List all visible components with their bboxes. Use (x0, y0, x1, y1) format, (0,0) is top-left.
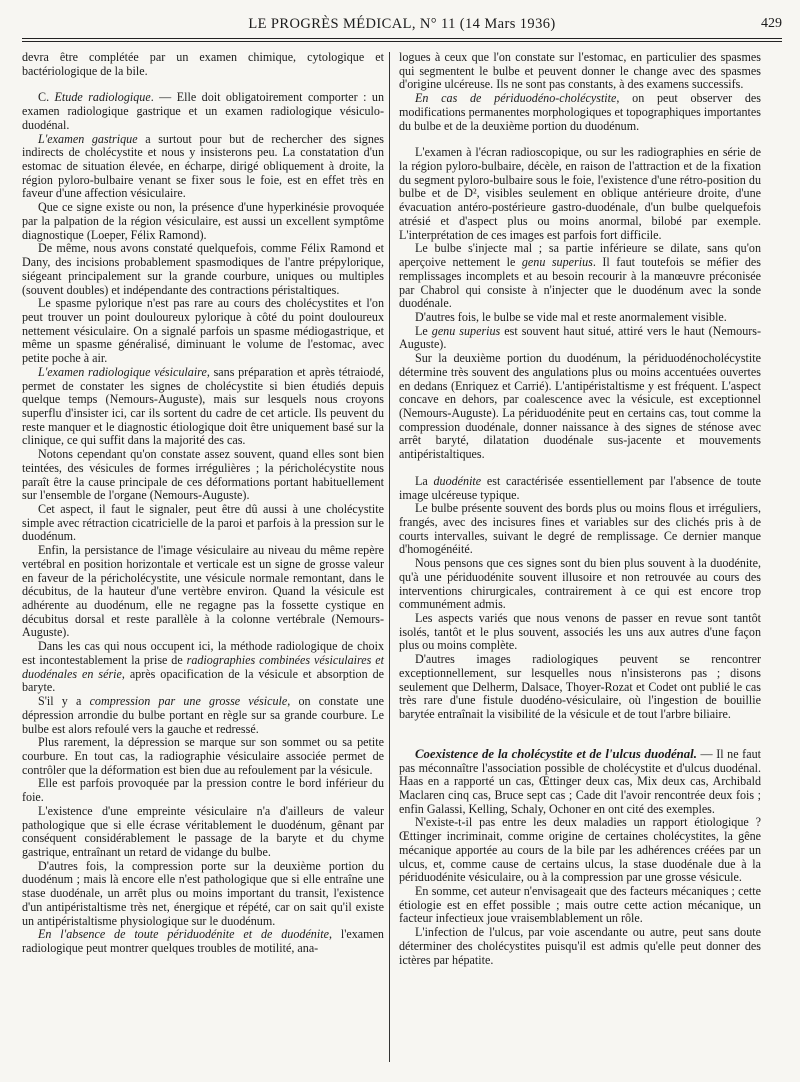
paragraph: L'infection de l'ulcus, par voie ascendante ou autre, peut sans doute déterminer des cholécystites puisqu'il est admis qu'elle peut donner des ictères par hépatite. (399, 925, 761, 967)
paragraph: C. Etude radiologique. — Elle doit obligatoirement comporter : un examen radiologique gastrique et un examen radiologique vésiculo-duodénal. (22, 90, 384, 132)
paragraph: Plus rarement, la dépression se marque sur son sommet ou sa petite courbure. En tout cas, la radiographie vésiculaire associée permet de contrôler que la déformation est bien due au refoulement par la vésicule. (22, 735, 384, 777)
header-rule-bottom (22, 41, 782, 42)
paragraph: En somme, cet auteur n'envisageait que des facteurs mécaniques ; cette étiologie est en effet possible ; mais outre cette action mécanique, un facteur infectieux joue vraisemblablement un rôle. (399, 883, 761, 926)
section-title: Coexistence de la cholécystite et de l'ulcus duodénal. (415, 746, 697, 761)
paragraph: En cas de périduodéno-cholécystite, on peut observer des modifications permanentes morphologiques et topographiques importantes du bulbe et de la deuxième portion du duodénum. (399, 91, 761, 133)
paragraph: L'examen à l'écran radioscopique, ou sur les radiographies en série de la région pyloro-bulbaire, décèle, en raison de l'attraction et de la fixation du segment pyloro-bulbaire sous le foie, l'existence d'une rétro-position du bulbe et de D², visibles seulement en oblique antérieure droite, d'une évacuation antéro-postérieure gastro-duodénale, d'un bulbe quelquefois atrésié et d'aspect plus ou moins anormal, bilobé par exemple. L'interprétation de ces images est parfois fort difficile. (399, 145, 761, 242)
paragraph: S'il y a compression par une grosse vésicule, on constate une dépression arrondie du bulbe portant en règle sur sa grande courbure. Le bulbe est alors refoulé vers la gauche et redressé. (22, 694, 384, 736)
paragraph: D'autres images radiologiques peuvent se rencontrer exceptionnellement, sur lesquelles nous n'insisterons pas ; disons seulement que Delherm, Dalsace, Thoyer-Rozat et Codet ont publié le cas très rare d'une fistule duodéno-vésiculaire, où l'ingestion de bouillie barytée entraînait la visibilité de la vésicule et de tout l'arbre biliaire. (399, 652, 761, 722)
paragraph: logues à ceux que l'on constate sur l'estomac, en particulier des spasmes qui segmentent le bulbe et peuvent donner le change avec des spasmes d'origine ulcéreuse. Ils ne sont pas constants, à des examens successifs. (399, 50, 761, 92)
paragraph: Les aspects variés que nous venons de passer en revue sont tantôt isolés, tantôt et le plus souvent, associés les uns aux autres d'une façon plus ou moins complète. (399, 611, 761, 653)
paragraph: Enfin, la persistance de l'image vésiculaire au niveau du même repère vertébral en position horizontale et verticale est un signe de grosse valeur en faveur de la péricholécystite, une vésicule normale remontant, dans le décubitus, de la hauteur d'une vertèbre environ. Quand la vésicule est adhérente au duodénum, elle ne regagne pas la fossette cystique en décubitus dorsal et reste parallèle à la colonne vertébrale (Nemours-Auguste). (22, 543, 384, 640)
paragraph: Dans les cas qui nous occupent ici, la méthode radiologique de choix est incontestablement la prise de radiographies combinées vésiculaires et duodénales en série, après opacification de la vésicule et absorption de baryte. (22, 639, 384, 695)
paragraph: Le bulbe présente souvent des bords plus ou moins flous et irréguliers, frangés, avec des incisures fines et variables sur des clichés pris à de courts intervalles, suivant le degré de remplissage. Ce dernier manque d'homogénéité. (399, 501, 761, 557)
paragraph: Nous pensons que ces signes sont du bien plus souvent à la duodénite, qu'à une périduodénite souvent illusoire et non retrouvée au cours des interventions chirurgicales, contrairement à ce qui est encore trop communément admis. (399, 556, 761, 612)
paragraph: Sur la deuxième portion du duodénum, la périduodénocholécystite détermine très souvent des angulations plus ou moins accentuées ouvertes en dedans (Enriquez et Carrié). L'antipéristaltisme y est fréquent. L'aspect concave en dehors, par coalescence avec la vésicule, est exceptionnel (Nemours-Auguste). La périduodénite peut en certains cas, tout comme la compression duodénale, donner naissance à des signes de sténose avec arrêt baryté, dilatation duodénale sus-jacente et mouvements antipéristaltiques. (399, 351, 761, 462)
paragraph: Le spasme pylorique n'est pas rare au cours des cholécystites et l'on peut trouver un point douloureux pylorique à côté du point douloureux nettement vésiculaire. On a signalé parfois un spasme médiogastrique, et même un spasme généralisé, diminuant le volume de l'estomac, avec petite poche à air. (22, 296, 384, 366)
paragraph: L'examen radiologique vésiculaire, sans préparation et après tétraiodé, permet de constater les signes de cholécystite si bien étudiés depuis quelque temps (Nemours-Auguste), mais sur lesquels nous croyons superflu d'insister ici, car ils sortent du cadre de cet article. Ils peuvent du reste manquer et le diagnostic étiologique doit être uniquement basé sur la clinique, ce qui suffit dans la majorité des cas. (22, 364, 384, 448)
paragraph: devra être complétée par un examen chimique, cytologique et bactériologique de la bile. (22, 50, 384, 78)
paragraph: Coexistence de la cholécystite et de l'ulcus duodénal. — Il ne faut pas méconnaître l'association possible de cholécystite et d'ulcus duodénal. Haas en a rapporté un cas, Œttinger deux cas, Mix deux cas, Archibald Maclaren cinq cas, Bruce sept cas ; Cade dit l'avoir rencontrée deux fois ; enfin Galassi, Kelling, Schaly, Ochoner en ont cité des exemples. (399, 746, 761, 816)
header-rule-top (22, 38, 782, 39)
column-divider (389, 52, 390, 1062)
paragraph: En l'absence de toute périduodénite et de duodénite, l'examen radiologique peut montrer quelques troubles de motilité, ana- (22, 927, 384, 955)
right-column (399, 51, 761, 967)
paragraph: La duodénite est caractérisée essentiellement par l'absence de toute image ulcéreuse typique. (399, 473, 761, 502)
paragraph: L'existence d'une empreinte vésiculaire n'a d'ailleurs de valeur pathologique que si elle écrase véritablement le duodénum, gênant par conséquent considérablement le passage de la baryte et du chyme gastrique, entraînant un retard de vidange du bulbe. (22, 803, 384, 859)
paragraph: Elle est parfois provoquée par la pression contre le bord inférieur du foie. (22, 776, 384, 805)
paragraph: D'autres fois, le bulbe se vide mal et reste anormalement visible. (415, 309, 727, 324)
page-number: 429 (761, 16, 782, 31)
page-header (22, 16, 782, 38)
paragraph: Cet aspect, il faut le signaler, peut être dû aussi à une cholécystite simple avec rétraction cicatricielle de la paroi et parfois à la pression sur le duodénum. (22, 502, 384, 544)
paragraph: De même, nous avons constaté quelquefois, comme Félix Ramond et Dany, des incisions probablement spasmodiques de l'antre prépylorique, siégeant principalement sur la grande courbure, uniques ou multiples (souvent doubles) et indépendante des contractions péristaltiques. (22, 241, 384, 297)
paragraph: Que ce signe existe ou non, la présence d'une hyperkinésie provoquée par la palpation de la région vésiculaire, est aussi un excellent symptôme diagnostique (Loeper, Félix Ramond). (22, 200, 384, 242)
paragraph: D'autres fois, la compression porte sur la deuxième portion du duodénum ; mais là encore elle n'est pathologique que si elle entraîne une stase duodénale, un arrêt plus ou moins important du transit, l'existence d'un antipéristaltisme très net, énergique et répété, car on sait qu'il existe un antipéristaltisme physiologique sur le duodénum. (22, 858, 384, 928)
paragraph: Notons cependant qu'on constate assez souvent, quand elles sont bien teintées, des vésicules de formes irrégulières ; la péricholécystite nous paraît être la cause principale de ces déformations portant habituellement sur l'ensemble de l'organe (Nemours-Auguste). (22, 447, 384, 503)
running-title: LE PROGRÈS MÉDICAL, N° 11 (14 Mars 1936) (248, 16, 556, 32)
paragraph: Le bulbe s'injecte mal ; sa partie inférieure se dilate, sans qu'on aperçoive nettement le genu superius. Il faut toutefois se méfier des remplissages incomplets et au besoin recourir à la manœuvre préconisée par Chabrol qui consiste à n'injecter que le duodénum avec la sonde duodénale. (399, 241, 761, 311)
paragraph: Le genu superius est souvent haut situé, attiré vers le haut (Nemours-Auguste). (399, 323, 761, 352)
paragraph: N'existe-t-il pas entre les deux maladies un rapport étiologique ? Œttinger incriminait, comme origine de certaines cholécystites, la gêne mécanique apportée au cours de la bile par les adhérences créées par un ulcus, et, comme cause de certains ulcus, la stase duodénale due à la périduodénite vésiculaire, ou à la compression par une grosse vésicule. (399, 815, 761, 885)
left-column (22, 51, 384, 956)
paragraph: L'examen gastrique a surtout pour but de rechercher des signes indirects de cholécystite et nous y insisterons peu. La constatation d'un estomac de situation élevée, en écharpe, dirigé obliquement à droite, la région pyloro-bulbaire venant se fixer sous le foie, est en effet très en faveur d'une affection vésiculaire. (22, 131, 384, 201)
